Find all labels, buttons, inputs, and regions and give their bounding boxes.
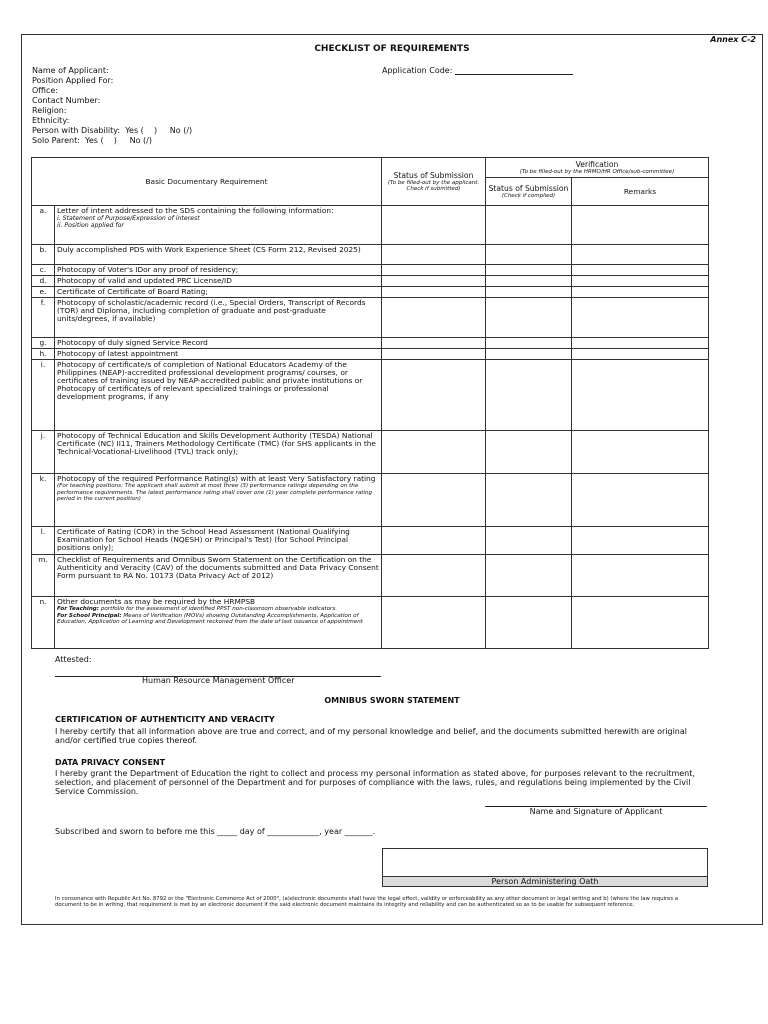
office-label: Office:: [32, 86, 59, 95]
ver-status-cell[interactable]: [486, 431, 572, 474]
table-row: n. Other documents as may be required by the HRMPSB For Teaching: portfolio for the assessment of identified PPST non-classroom observable indicators. For School Principal: Means of Verification (MOVs) showing Outstanding Accomplishments, Application of Education, Application of Learning and Development reckoned from the date of last issuance of appointment: [32, 597, 709, 649]
remarks-cell[interactable]: [572, 298, 709, 338]
ethnicity-label: Ethnicity:: [32, 116, 70, 125]
requirement-text: Photocopy of duly signed Service Record: [55, 338, 382, 349]
status-cell[interactable]: [382, 338, 486, 349]
hrmo-label: Human Resource Management Officer: [142, 676, 295, 685]
table-row: d. Photocopy of valid and updated PRC License/ID: [32, 276, 709, 287]
data-privacy-heading: DATA PRIVACY CONSENT: [55, 758, 166, 767]
table-row: i. Photocopy of certificate/s of completion of National Educators Academy of the Philippines (NEAP)-accredited professional development programs/ courses, or certificates of training issued by NEAP-accredited public and private institutions or Photocopy of certificate/s of relevant specialized trainings or professional development programs, if any: [32, 360, 709, 431]
requirement-text: Other documents as may be required by the HRMPSB For Teaching: portfolio for the assessment of identified PPST non-classroom observable indicators. For School Principal: Means of Verification (MOVs) showing Outstanding Accomplishments, Application of Education, Application of Learning and Development reckoned from the date of last issuance of appointment: [55, 597, 382, 649]
header-verification: Verification (To be filled-out by the HRMO/HR Office/sub-committee): [486, 158, 709, 178]
status-cell[interactable]: [382, 527, 486, 555]
data-privacy-text: I hereby grant the Department of Education the right to collect and process my personal information as stated above, for purposes relevant to the recruitment, selection, and placement of personnel of the Department and for purposes of compliance with the laws, rules, and regulations being implemented by the Civil Service Commission.: [55, 769, 695, 796]
status-cell[interactable]: [382, 555, 486, 597]
status-cell[interactable]: [382, 287, 486, 298]
table-row: e. Certificate of Certificate of Board Rating;: [32, 287, 709, 298]
remarks-cell[interactable]: [572, 527, 709, 555]
attested-label: Attested:: [55, 655, 92, 664]
table-row: b. Duly accomplished PDS with Work Experience Sheet (CS Form 212, Revised 2025): [32, 245, 709, 265]
remarks-cell[interactable]: [572, 349, 709, 360]
ver-status-cell[interactable]: [486, 349, 572, 360]
requirement-text: Duly accomplished PDS with Work Experience Sheet (CS Form 212, Revised 2025): [55, 245, 382, 265]
sworn-statement-line: Subscribed and sworn to before me this _____ day of _____________, year _______.: [55, 827, 376, 836]
status-cell[interactable]: [382, 206, 486, 245]
ver-status-cell[interactable]: [486, 527, 572, 555]
application-code-label: Application Code:: [382, 66, 453, 75]
ver-status-cell[interactable]: [486, 474, 572, 527]
remarks-cell[interactable]: [572, 338, 709, 349]
status-cell[interactable]: [382, 474, 486, 527]
pwd-label: Person with Disability: Yes ( ) No (/): [32, 126, 193, 135]
document-page: [21, 34, 763, 925]
ver-status-cell[interactable]: [486, 265, 572, 276]
footnote: In consonance with Republic Act No. 8792 or the "Electronic Commerce Act of 2000", (a)electronic documents shall have the legal effect, validity or enforceability as any other document or legal writing and b) (where the law requires a document to be in writing, that requirement is met by an electronic document if the said electronic document maintains its integrity and reliability and can be authenticated so as to be usable for subsequent reference.: [55, 896, 679, 908]
table-row: m. Checklist of Requirements and Omnibus Sworn Statement on the Certification on the Authenticity and Veracity (CAV) of the documents submitted and Data Privacy Consent Form pursuant to RA No. 10173 (Data Privacy Act of 2012): [32, 555, 709, 597]
remarks-cell[interactable]: [572, 245, 709, 265]
status-cell[interactable]: [382, 245, 486, 265]
annex-label: Annex C-2: [710, 35, 756, 44]
oath-label: Person Administering Oath: [383, 876, 707, 886]
requirement-text: Checklist of Requirements and Omnibus Sworn Statement on the Certification on the Authenticity and Veracity (CAV) of the documents submitted and Data Privacy Consent Form pursuant to RA No. 10173 (Data Privacy Act of 2012): [55, 555, 382, 597]
requirements-table: [31, 157, 709, 649]
ver-status-cell[interactable]: [486, 597, 572, 649]
remarks-cell[interactable]: [572, 431, 709, 474]
header-requirement: Basic Documentary Requirement: [32, 158, 382, 206]
position-applied-label: Position Applied For:: [32, 76, 114, 85]
certification-heading: CERTIFICATION OF AUTHENTICITY AND VERACITY: [55, 715, 275, 724]
requirement-text: Photocopy of certificate/s of completion of National Educators Academy of the Philippines (NEAP)-accredited professional development programs/ courses, or certificates of training issued by NEAP-accredited public and private institutions or Photocopy of certificate/s of relevant specialized trainings or professional development programs, if any: [55, 360, 382, 431]
ver-status-cell[interactable]: [486, 555, 572, 597]
requirement-text: Photocopy of latest appointment: [55, 349, 382, 360]
status-cell[interactable]: [382, 431, 486, 474]
requirement-text: Photocopy of the required Performance Rating(s) with at least Very Satisfactory rating (For teaching positions: The applicant shall submit at most three (3) performance ratings depending on the performance requirements. The latest performance rating shall cover one (1) year complete performance rating period in the current position): [55, 474, 382, 527]
requirement-text: Letter of intent addressed to the SDS containing the following information: i. Statement of Purpose/Expression of interest ii. Position applied for: [55, 206, 382, 245]
ver-status-cell[interactable]: [486, 360, 572, 431]
remarks-cell[interactable]: [572, 597, 709, 649]
oath-box[interactable]: [382, 848, 708, 887]
requirement-text: Photocopy of scholastic/academic record (i.e., Special Orders, Transcript of Records (TOR) and Diploma, including completion of graduate and post-graduate units/degrees, if available): [55, 298, 382, 338]
table-row: k. Photocopy of the required Performance Rating(s) with at least Very Satisfactory rating (For teaching positions: The applicant shall submit at most three (3) performance ratings depending on the performance requirements. The latest performance rating shall cover one (1) year complete performance rating period in the current position): [32, 474, 709, 527]
remarks-cell[interactable]: [572, 287, 709, 298]
status-cell[interactable]: [382, 597, 486, 649]
requirement-text: Certificate of Certificate of Board Rating;: [55, 287, 382, 298]
table-row: g. Photocopy of duly signed Service Record: [32, 338, 709, 349]
remarks-cell[interactable]: [572, 206, 709, 245]
table-row: a. Letter of intent addressed to the SDS containing the following information: i. Statement of Purpose/Expression of interest ii. Position applied for: [32, 206, 709, 245]
application-code: [382, 66, 573, 75]
name-of-applicant-label: Name of Applicant:: [32, 66, 109, 75]
table-header-row: [32, 158, 709, 178]
remarks-cell[interactable]: [572, 360, 709, 431]
requirement-text: Certificate of Rating (COR) in the School Head Assessment (National Qualifying Examination for School Heads (NQESH) or Principal's Test) (for School Principal positions only);: [55, 527, 382, 555]
table-row: j. Photocopy of Technical Education and Skills Development Authority (TESDA) National Certificate (NC) II11, Trainers Methodology Certificate (TMC) (for SHS applicants in the Technical-Vocational-Livelihood (TVL) track only);: [32, 431, 709, 474]
ver-status-cell[interactable]: [486, 298, 572, 338]
ver-status-cell[interactable]: [486, 245, 572, 265]
status-cell[interactable]: [382, 298, 486, 338]
status-cell[interactable]: [382, 276, 486, 287]
ver-status-cell[interactable]: [486, 276, 572, 287]
remarks-cell[interactable]: [572, 555, 709, 597]
header-status: Status of Submission (To be filled-out by the applicant. Check if submitted): [382, 158, 486, 206]
page-title: CHECKLIST OF REQUIREMENTS: [314, 44, 470, 54]
ver-status-cell[interactable]: [486, 338, 572, 349]
header-remarks: Remarks: [572, 178, 709, 206]
applicant-info: [32, 66, 192, 146]
religion-label: Religion:: [32, 106, 67, 115]
remarks-cell[interactable]: [572, 474, 709, 527]
remarks-cell[interactable]: [572, 265, 709, 276]
status-cell[interactable]: [382, 265, 486, 276]
status-cell[interactable]: [382, 349, 486, 360]
requirement-text: Photocopy of valid and updated PRC License/ID: [55, 276, 382, 287]
remarks-cell[interactable]: [572, 276, 709, 287]
table-row: f. Photocopy of scholastic/academic record (i.e., Special Orders, Transcript of Records (TOR) and Diploma, including completion of graduate and post-graduate units/degrees, if available): [32, 298, 709, 338]
table-row: h. Photocopy of latest appointment: [32, 349, 709, 360]
table-row: c. Photocopy of Voter's IDor any proof of residency;: [32, 265, 709, 276]
requirement-text: Photocopy of Technical Education and Skills Development Authority (TESDA) National Certificate (NC) II11, Trainers Methodology Certificate (TMC) (for SHS applicants in the Technical-Vocational-Livelihood (TVL) track only);: [55, 431, 382, 474]
contact-number-label: Contact Number:: [32, 96, 101, 105]
table-row: l. Certificate of Rating (COR) in the School Head Assessment (National Qualifying Examination for School Heads (NQESH) or Principal's Test) (for School Principal positions only);: [32, 527, 709, 555]
certification-text: I hereby certify that all information above are true and correct, and of my personal knowledge and belief, and the documents submitted herewith are original and/or certified true copies thereof.: [55, 727, 687, 745]
status-cell[interactable]: [382, 360, 486, 431]
omnibus-title: OMNIBUS SWORN STATEMENT: [324, 696, 460, 705]
requirement-text: Photocopy of Voter's IDor any proof of residency;: [55, 265, 382, 276]
ver-status-cell[interactable]: [486, 287, 572, 298]
application-code-field[interactable]: [455, 67, 573, 75]
solo-parent-label: Solo Parent: Yes ( ) No (/): [32, 136, 152, 145]
applicant-signature-label: Name and Signature of Applicant: [529, 807, 663, 816]
ver-status-cell[interactable]: [486, 206, 572, 245]
header-ver-status: Status of Submission (Check if complied): [486, 178, 572, 206]
